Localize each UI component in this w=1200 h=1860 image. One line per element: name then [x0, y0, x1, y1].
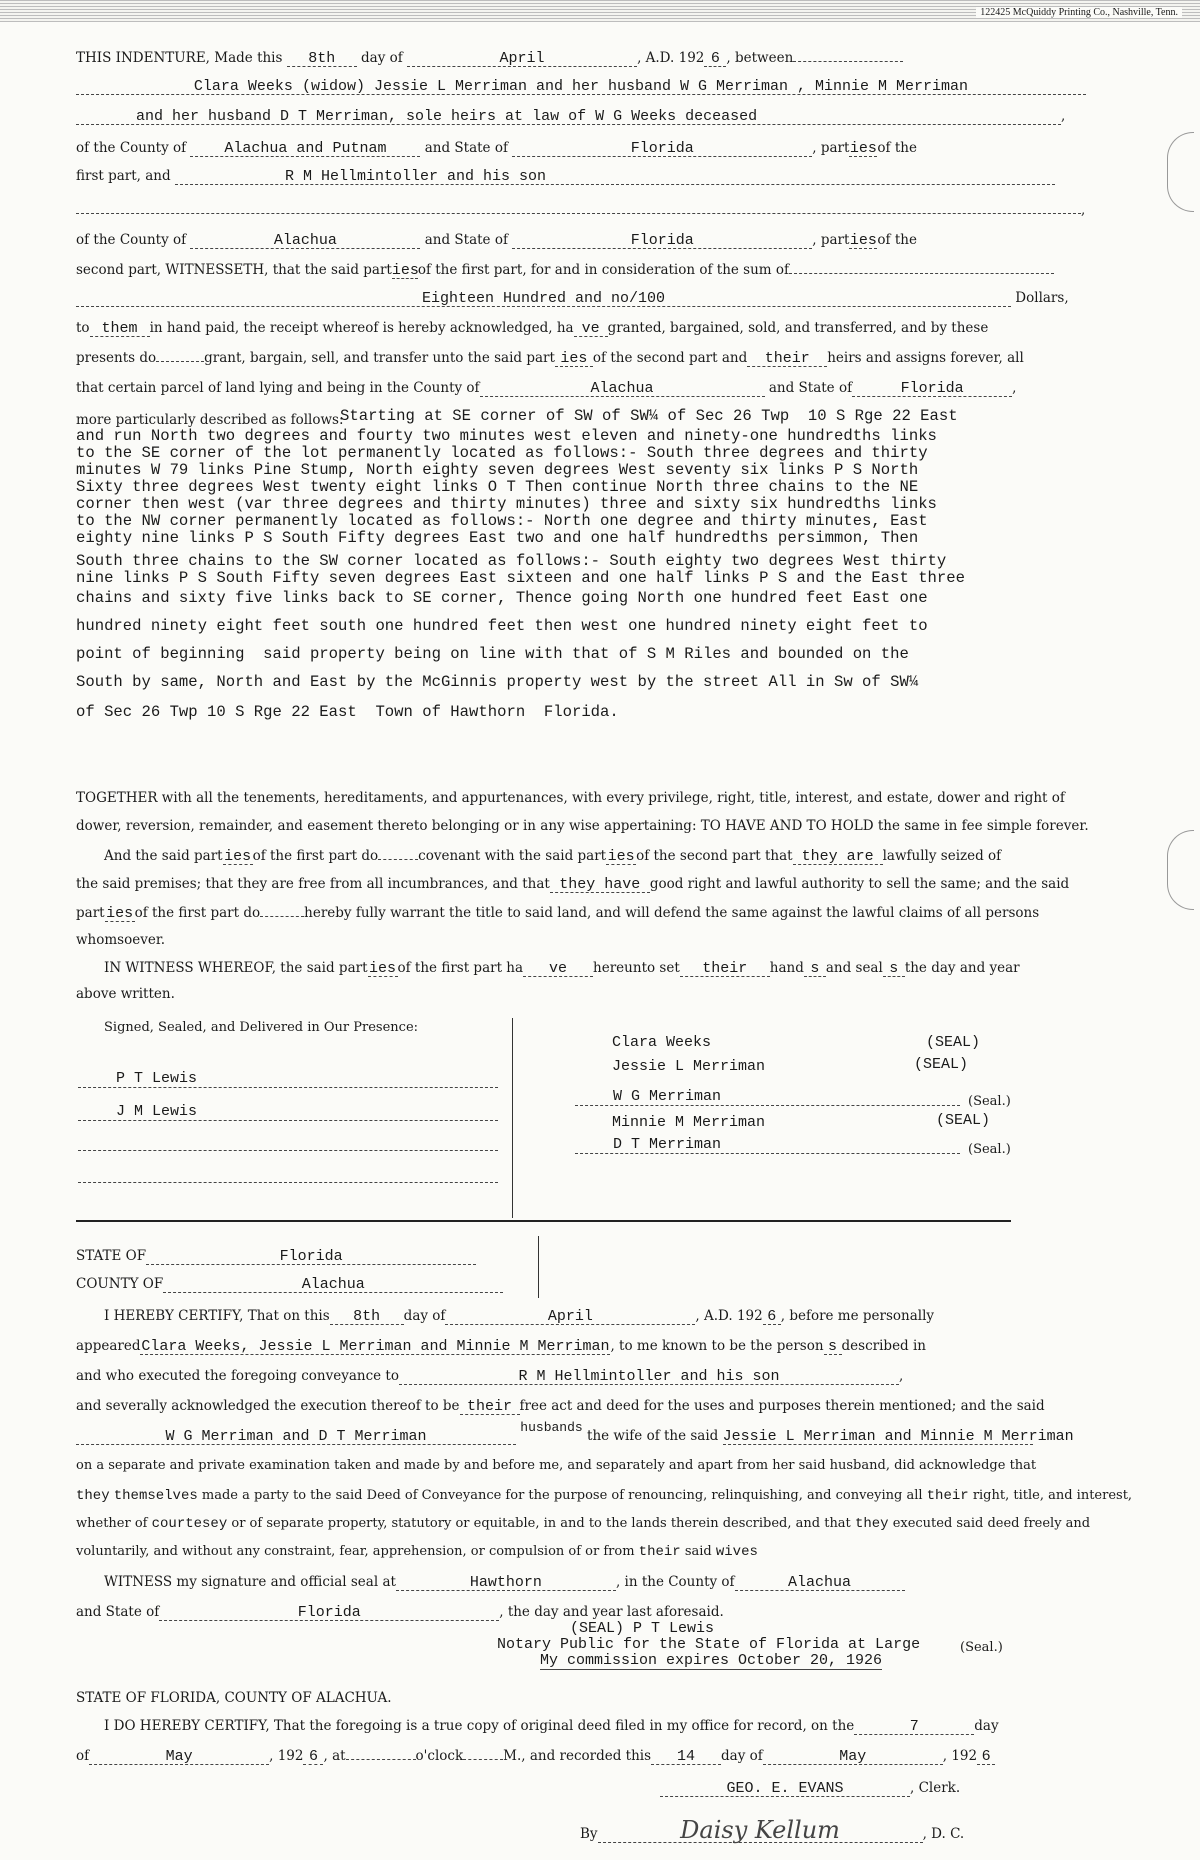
notary-signature: (SEAL) P T Lewis [570, 1620, 715, 1637]
witnesseth-line: second part, WITNESSETH, that the said partiesof the first part, for and in consideration of the sum of [76, 262, 1096, 279]
witness-signature: J M Lewis [78, 1103, 498, 1121]
deputy-signature: Daisy Kellum [598, 1818, 923, 1843]
ack-state-line: and State of Florida , the day and year last aforesaid. [76, 1604, 724, 1621]
legal-description-line: nine links P S South Fifty seven degrees East sixteen and one half links P S and the East three [76, 569, 965, 587]
notary-seal: (Seal.) [960, 1640, 1003, 1655]
described-label: more particularly described as follows: [76, 412, 344, 428]
first-party-line-2: and her husband D T Merriman, sole heirs at law of W G Weeks deceased , [76, 108, 1096, 125]
separate-exam-line: on a separate and private examination taken and made by and before me, and separately and apart from her said husband, did acknowledge that [76, 1458, 1037, 1473]
signer-name: Jessie L Merriman [612, 1058, 766, 1075]
whomsoever-line: whomsoever. [76, 932, 166, 948]
first-party-line-1: Clara Weeks (widow) Jessie L Merriman and her husband W G Merriman , Minnie M Merriman [76, 78, 1096, 95]
legal-description-line: to the NW corner permanently located as follows:- North one degree and thirty minutes, East [76, 512, 928, 530]
presents-line: presents do grant, bargain, sell, and transfer unto the said part ies of the second part and their heirs and assigns forever, all [76, 350, 1024, 367]
ack-county: COUNTY OF Alachua [76, 1276, 1096, 1293]
blank-witness-line [78, 1182, 498, 1183]
seal-mark: (SEAL) [926, 1034, 981, 1051]
punch-hole [1167, 132, 1194, 212]
printer-mark: 122425 McQuiddy Printing Co., Nashville, Tenn. [976, 7, 1182, 18]
sum-amount: Eighteen Hundred and no/100 [76, 291, 1011, 307]
party-line: they themselves made a party to the said Deed of Conveyance for the purpose of renouncing, relinquishing, and conveying all their right, title, and interest, [76, 1488, 1133, 1504]
commission-expiry: My commission expires October 20, 1926 [540, 1652, 883, 1669]
deputy-line: By Daisy Kellum , D. C. [580, 1816, 965, 1844]
legal-description-line: chains and sixty five links back to SE corner, Thence going North one hundred feet East one [76, 589, 928, 607]
ack-certify-line: I HEREBY CERTIFY, That on this 8th day of April , A.D. 192 6 , before me personally [104, 1308, 935, 1325]
whether-line: whether of courtesey or of separate property, statutory or equitable, in and to the lands therein described, and that they executed said deed freely and [76, 1516, 1091, 1532]
clerk-line: GEO. E. EVANS , Clerk. [660, 1780, 1000, 1797]
severally-line: and severally acknowledged the execution thereof to be their free act and deed for the uses and purposes therein mentioned; and the said [76, 1398, 1045, 1415]
witness-signature: P T Lewis [78, 1070, 498, 1088]
husbands-line: W G Merriman and D T Merriman husbands the wife of the said Jessie L Merriman and Minnie M Merriman [76, 1428, 1096, 1445]
second-party-line: first part, and R M Hellmintoller and his son [76, 168, 1096, 185]
notary-title: Notary Public for the State of Florida at Large [497, 1636, 921, 1653]
recording-cert: I DO HEREBY CERTIFY, That the foregoing is a true copy of original deed filed in my office for record, on the 7 day [104, 1718, 999, 1735]
seal-mark: (SEAL) [914, 1056, 969, 1073]
legal-description-line: of Sec 26 Twp 10 S Rge 22 East Town of Hawthorn Florida. [76, 703, 619, 721]
legal-description-line: point of beginning said property being on line with that of S M Riles and bounded on the [76, 645, 909, 663]
legal-description-line: hundred ninety eight feet south one hundred feet then west one hundred ninety eight feet to [76, 617, 928, 635]
indenture-header: THIS INDENTURE, Made this 8th day of April , A.D. 192 6 , between [76, 50, 1096, 67]
ack-brace [538, 1236, 539, 1298]
seal-mark: (SEAL) [936, 1112, 991, 1129]
deed-month: April [407, 51, 637, 67]
deed-day: 8th [287, 51, 357, 67]
seal-mark: (Seal.) [968, 1094, 1011, 1109]
warrant-line: parties of the first part do hereby fully warrant the title to said land, and will defend the same against the lawful claims of all persons [76, 905, 1040, 922]
punch-hole [1167, 830, 1194, 910]
legal-description-line: minutes W 79 links Pine Stump, North eighty seven degrees West seventy six links P S North [76, 461, 919, 479]
blank-witness-line [78, 1150, 498, 1151]
ack-state: STATE OF Florida [76, 1248, 1096, 1265]
signer-name: W G Merriman [575, 1088, 960, 1106]
blank-line: , [76, 202, 1096, 218]
appeared-line: appearedClara Weeks, Jessie L Merriman and Minnie M Merriman, to me known to be the person s described in [76, 1338, 926, 1355]
recording-dates: of May , 192 6 , at o'clock M., and recorded this 14 day of May , 192 6 [76, 1748, 1096, 1765]
signature-brace [512, 1018, 513, 1218]
second-party-county: of the County of Alachua and State of Florida , partiesof the [76, 232, 917, 249]
paid-line: to them in hand paid, the receipt whereof is hereby acknowledged, ha ve granted, bargained, sold, and transferred, and by these [76, 320, 989, 337]
above-written: above written. [76, 986, 175, 1002]
signer-name: Clara Weeks [612, 1034, 712, 1051]
executed-line: and who executed the foregoing conveyance to R M Hellmintoller and his son , [76, 1368, 904, 1385]
seal-mark: (Seal.) [968, 1142, 1011, 1157]
dower-line: dower, reversion, remainder, and easement thereto belonging or in any wise appertaining: TO HAVE AND TO HOLD the same in fee simple forever. [76, 818, 1089, 834]
legal-description-line: eighty nine links P S South Fifty degrees East two and one half hundredths persimmon, Then [76, 529, 919, 547]
legal-description-line: corner then west (var three degrees and thirty minutes) three and sixty six hundredths links [76, 495, 937, 513]
presence-label: Signed, Sealed, and Delivered in Our Presence: [104, 1020, 419, 1035]
signer-name: Minnie M Merriman [612, 1114, 766, 1131]
legal-description-line: Starting at SE corner of SW of SW¼ of Sec 26 Twp 10 S Rge 22 East [340, 407, 958, 425]
together-line: TOGETHER with all the tenements, hereditaments, and appurtenances, with every privilege, right, title, interest, and estate, dower and right of [76, 790, 1065, 806]
legal-description-line: Sixty three degrees West twenty eight links O T Then continue North three chains to the NE [76, 478, 919, 496]
section-divider [76, 1220, 1011, 1222]
legal-description-line: to the SE corner of the lot permanently located as follows:- South three degrees and thirty [76, 444, 928, 462]
legal-description-line: South three chains to the SW corner located as follows:- South eighty two degrees West thirty [76, 552, 947, 570]
recording-heading: STATE OF FLORIDA, COUNTY OF ALACHUA. [76, 1690, 392, 1706]
seized-line: the said premises; that they are free from all incumbrances, and that they have good right and lawful authority to sell the same; and the said [76, 876, 1070, 893]
voluntarily-line: voluntarily, and without any constraint, fear, apprehension, or compulsion of or from their said wives [76, 1544, 758, 1560]
witness-seal-line: WITNESS my signature and official seal at Hawthorn , in the County of Alachua [104, 1574, 1124, 1591]
legal-description-line: South by same, North and East by the McGinnis property west by the street All in Sw of SW¼ [76, 673, 919, 691]
sum-line: Eighteen Hundred and no/100 Dollars, [76, 290, 1096, 307]
covenant-line: And the said parties of the first part do covenant with the said parties of the second part that they are lawfully seized of [104, 848, 1002, 865]
first-party-county: of the County of Alachua and Putnam and State of Florida , partiesof the [76, 140, 917, 157]
legal-description-line: and run North two degrees and fourty two minutes west eleven and ninety-one hundredths links [76, 427, 937, 445]
signer-name: D T Merriman [575, 1136, 960, 1154]
witness-whereof-line: IN WITNESS WHEREOF, the said parties of the first part ha ve hereunto set their hand s and seal s the day and year [104, 960, 1020, 977]
grantee-name: R M Hellmintoller and his son [175, 169, 1055, 185]
parcel-line: that certain parcel of land lying and being in the County of Alachua and State of Florida , [76, 380, 1017, 397]
